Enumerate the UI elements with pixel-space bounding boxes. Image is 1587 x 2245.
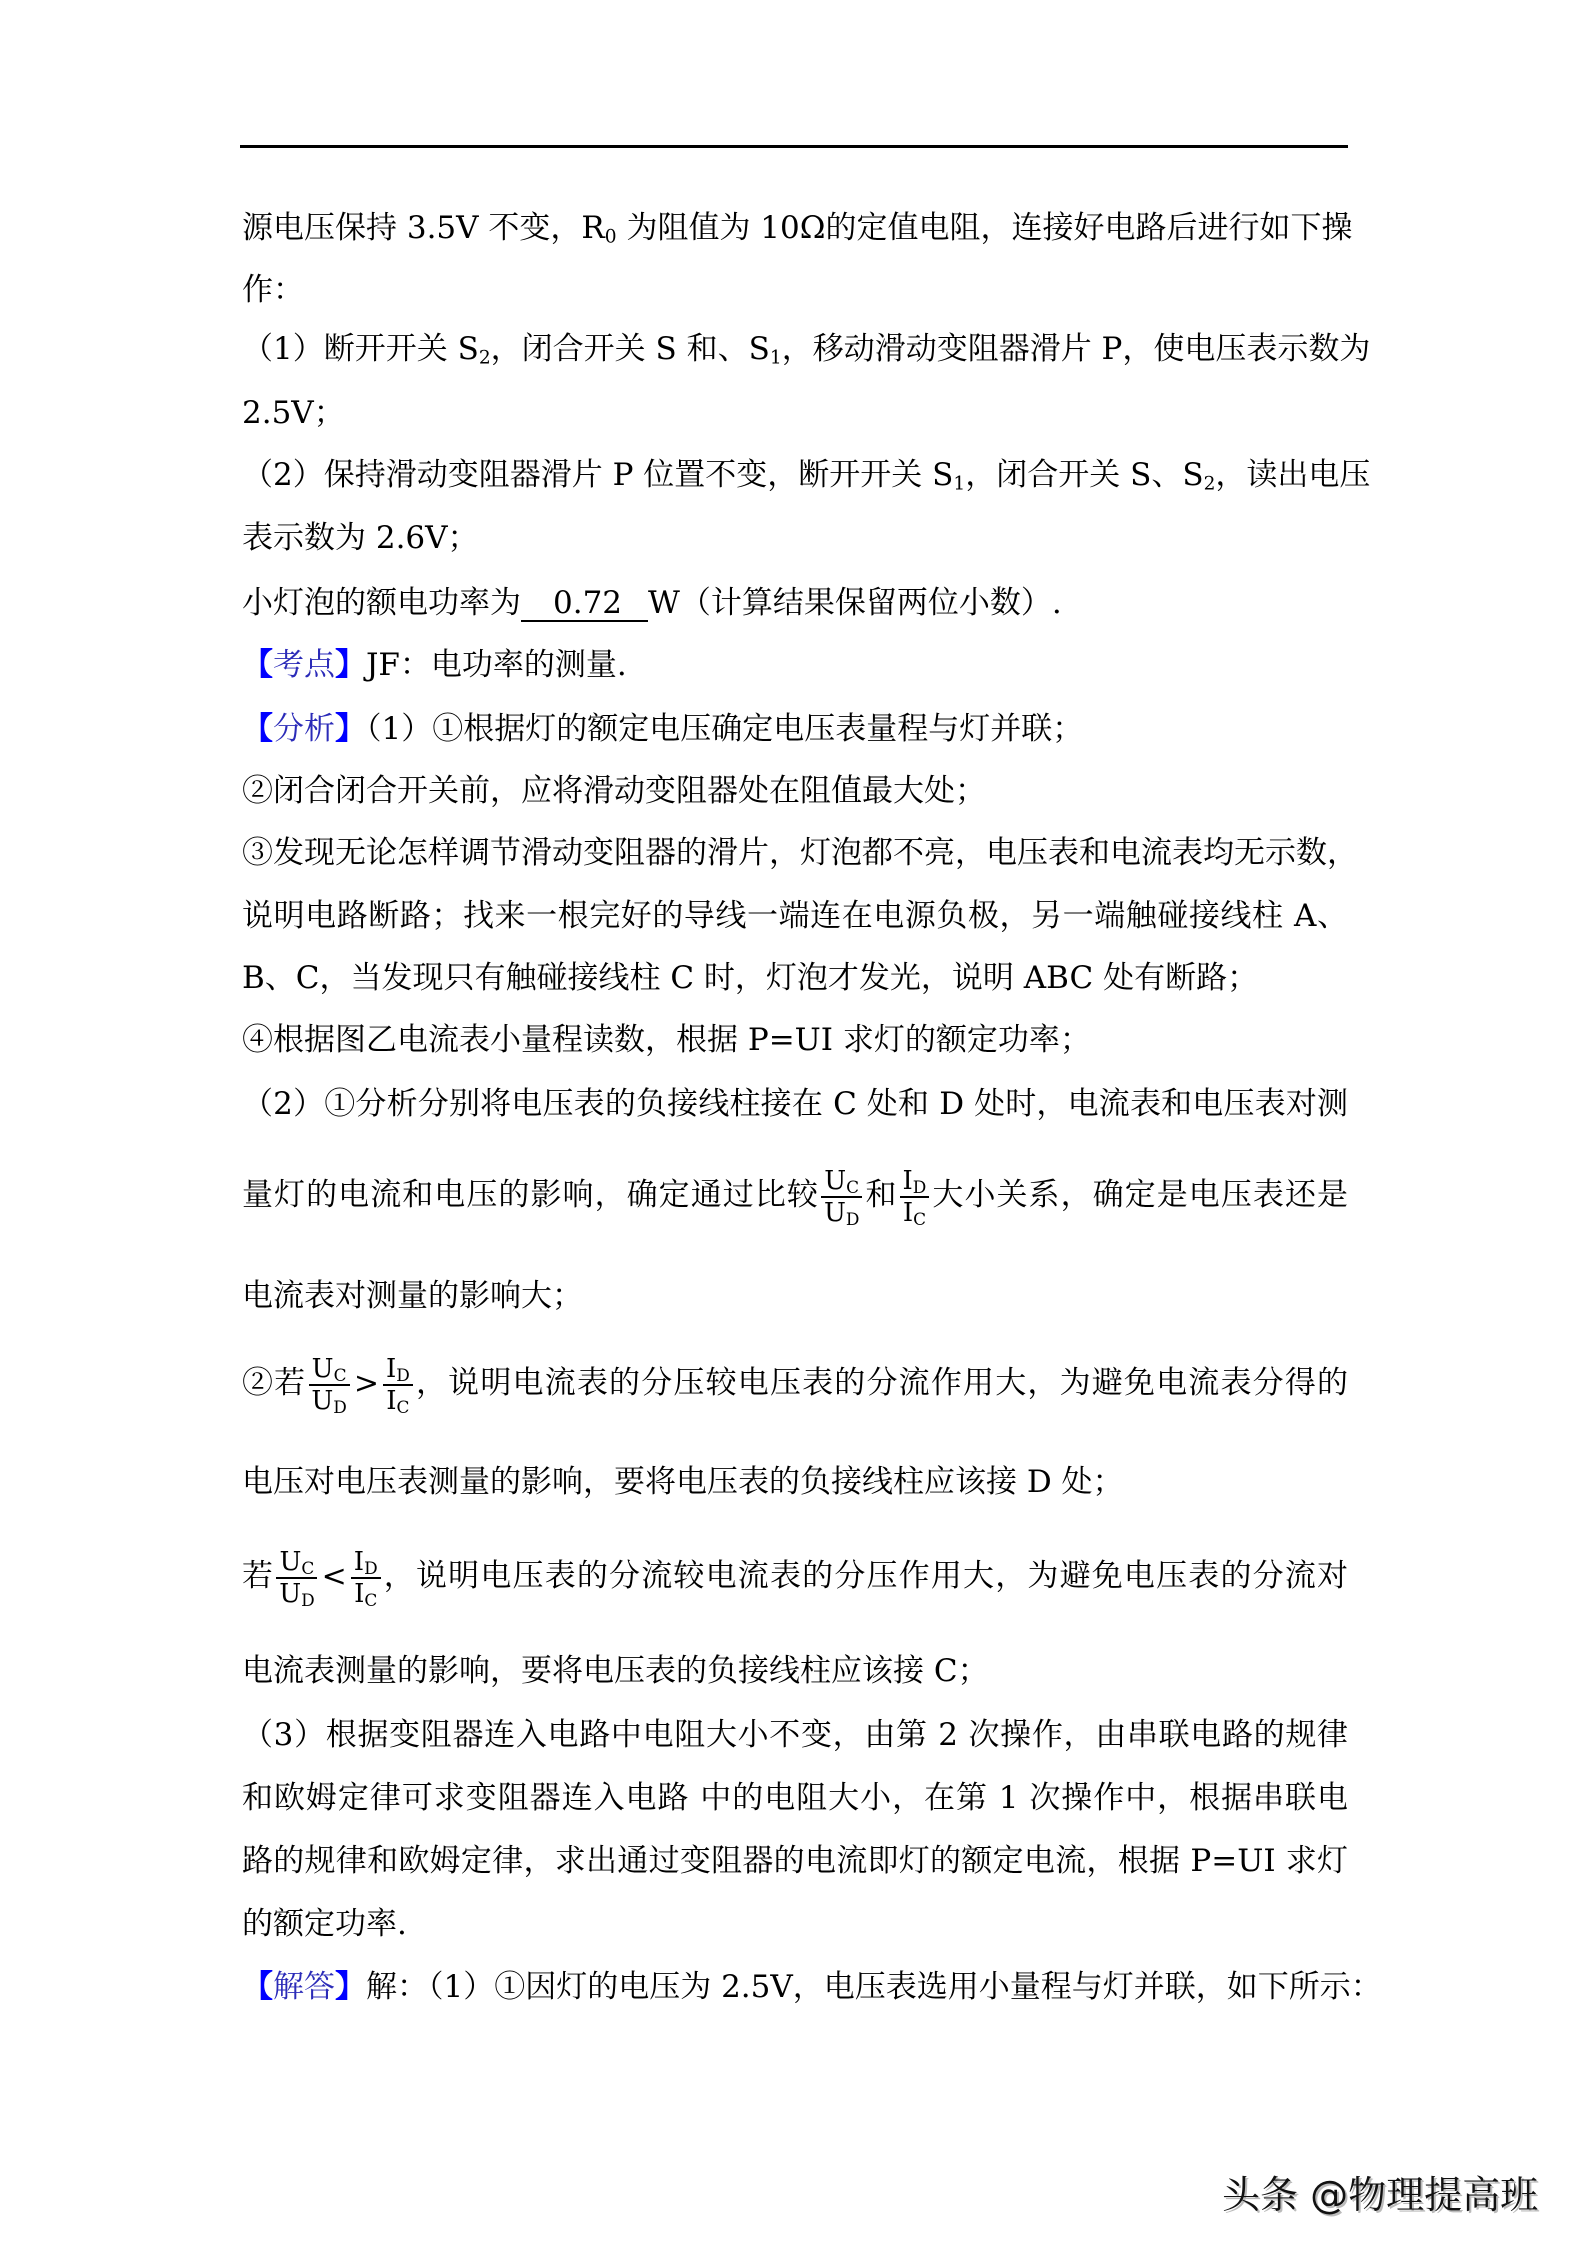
subscript: D: [301, 1589, 315, 1610]
subscript: C: [301, 1557, 315, 1578]
denominator: I: [902, 1197, 914, 1228]
denominator: I: [354, 1578, 365, 1609]
text-line: 和欧姆定律可求变阻器连入电路 中的电阻大小，在第 1 次操作中，根据串联电: [242, 1780, 1348, 1816]
step-2-line: [242, 455, 1371, 495]
text: JF：电功率的测量.: [366, 647, 627, 683]
subscript: 2: [1203, 473, 1216, 495]
bracket-close: 】: [335, 711, 366, 747]
subscript: D: [912, 1176, 927, 1197]
denominator: I: [386, 1385, 397, 1416]
text-line: （2）①分析分别将电压表的负接线柱接在 C 处和 D 处时，电流表和电压表对测: [242, 1086, 1348, 1122]
answer-line: [242, 583, 1348, 623]
bracket-open: 【: [242, 647, 273, 683]
text: 为阻值为 10Ω的定值电阻，连接好电路后进行如下操: [616, 210, 1353, 246]
subscript: C: [396, 1396, 410, 1417]
less-than-sign: <: [321, 1559, 347, 1594]
solution-line: [242, 1967, 1382, 2007]
numerator: I: [353, 1546, 365, 1577]
text: （1）断开开关 S: [242, 331, 479, 367]
fraction-uc-ud: [821, 1166, 862, 1228]
subscript: C: [333, 1364, 347, 1385]
subscript: 0: [604, 226, 617, 248]
denominator: U: [311, 1385, 334, 1416]
text: 解：（1）①因灯的电压为 2.5V，电压表选用小量程与灯并联，如下所示：: [366, 1969, 1382, 2005]
text-line: 的额定功率.: [242, 1906, 407, 1942]
tag-label: 解答: [273, 1969, 335, 2005]
greater-than-sign: >: [353, 1366, 379, 1401]
subscript: D: [845, 1208, 860, 1229]
text-line: ③发现无论怎样调节滑动变阻器的滑片，灯泡都不亮，电压表和电流表均无示数，: [242, 835, 1358, 871]
text: 小灯泡的额电功率为: [242, 585, 521, 621]
tag-label: 考点: [273, 647, 335, 683]
comparison-greater-line: [242, 1338, 1348, 1429]
text: ，说明电流表的分压较电压表的分流作用大，为避免电流表分得的: [414, 1365, 1348, 1401]
section-tag-analysis: [242, 711, 366, 747]
text-line: 表示数为 2.6V；: [242, 520, 479, 556]
bracket-open: 【: [242, 711, 273, 747]
text-line: B、C，当发现只有触碰接线柱 C 时，灯泡才发光，说明 ABC 处有断路；: [242, 960, 1259, 996]
numerator: U: [279, 1546, 302, 1577]
text: 大小关系，确定是电压表还是: [931, 1177, 1349, 1213]
text-line: 电流表对测量的影响大；: [242, 1278, 583, 1314]
text: （2）保持滑动变阻器滑片 P 位置不变，断开开关 S: [242, 457, 954, 493]
tag-label: 分析: [273, 711, 335, 747]
numerator: U: [311, 1353, 334, 1384]
fraction-uc-ud: [308, 1354, 349, 1416]
text-line: 2.5V；: [242, 395, 345, 431]
bracket-close: 】: [335, 1969, 366, 2005]
fraction-id-ic: [383, 1354, 413, 1416]
text: 和: [864, 1177, 898, 1213]
text-line: 电流表测量的影响，要将电压表的负接线柱应该接 C；: [242, 1653, 989, 1689]
subscript: D: [364, 1557, 378, 1578]
fraction-line: [242, 1150, 1348, 1240]
text-line: （3）根据变阻器连入电路中电阻大小不变，由第 2 次操作，由串联电路的规律: [242, 1717, 1348, 1753]
header-rule: [240, 145, 1348, 148]
subscript: 1: [769, 347, 782, 369]
comparison-less-line: [242, 1531, 1348, 1622]
key-point-line: [242, 645, 1348, 685]
text-line: 作：: [242, 272, 304, 308]
text-line: 路的规律和欧姆定律，求出通过变阻器的电流即灯的额定电流，根据 P=UI 求灯: [242, 1843, 1348, 1879]
numerator: U: [824, 1165, 847, 1196]
text: （1）①根据灯的额定电压确定电压表量程与灯并联；: [366, 711, 1084, 747]
subscript: D: [396, 1364, 410, 1385]
subscript: C: [364, 1589, 378, 1610]
text-line: 电压对电压表测量的影响，要将电压表的负接线柱应该接 D 处；: [242, 1464, 1124, 1500]
denominator: U: [279, 1578, 302, 1609]
subscript: D: [333, 1396, 347, 1417]
text-line: ②闭合闭合开关前，应将滑动变阻器处在阻值最大处；: [242, 773, 986, 809]
text: 量灯的电流和电压的影响，确定通过比较: [242, 1177, 819, 1213]
section-tag-key-point: [242, 647, 366, 683]
text-line: 说明电路断路；找来一根完好的导线一端连在电源负极，另一端触碰接线柱 A、: [242, 898, 1348, 934]
text: ，说明电压表的分流较电流表的分压作用大，为避免电压表的分流对: [382, 1558, 1349, 1594]
fraction-uc-ud: [276, 1547, 317, 1609]
text: W（计算结果保留两位小数）.: [648, 585, 1062, 621]
text: 若: [242, 1558, 275, 1594]
text: ，闭合开关 S、S: [965, 457, 1204, 493]
watermark: 头条 @物理提高班: [1222, 2173, 1539, 2217]
text: ，闭合开关 S 和、S: [490, 331, 770, 367]
bracket-open: 【: [242, 1969, 273, 2005]
fraction-id-ic: [900, 1166, 930, 1228]
section-tag-solution: [242, 1969, 366, 2005]
analysis-line: [242, 709, 1348, 749]
subscript: 1: [953, 473, 966, 495]
text-line: [242, 208, 1353, 248]
numerator: I: [902, 1165, 913, 1196]
subscript: C: [846, 1176, 860, 1197]
text-line: ④根据图乙电流表小量程读数，根据 P=UI 求灯的额定功率；: [242, 1022, 1091, 1058]
bracket-close: 】: [335, 647, 366, 683]
text: ，读出电压: [1215, 457, 1371, 493]
text: 源电压保持 3.5V 不变，R: [242, 210, 605, 246]
step-1-line: [242, 329, 1371, 369]
numerator: I: [385, 1353, 397, 1384]
denominator: U: [823, 1197, 846, 1228]
subscript: C: [913, 1208, 927, 1229]
fraction-id-ic: [351, 1547, 381, 1609]
text: ，移动滑动变阻器滑片 P，使电压表示数为: [781, 331, 1371, 367]
text: ②若: [242, 1365, 307, 1401]
subscript: 2: [478, 347, 491, 369]
answer-blank: 0.72: [521, 586, 648, 622]
